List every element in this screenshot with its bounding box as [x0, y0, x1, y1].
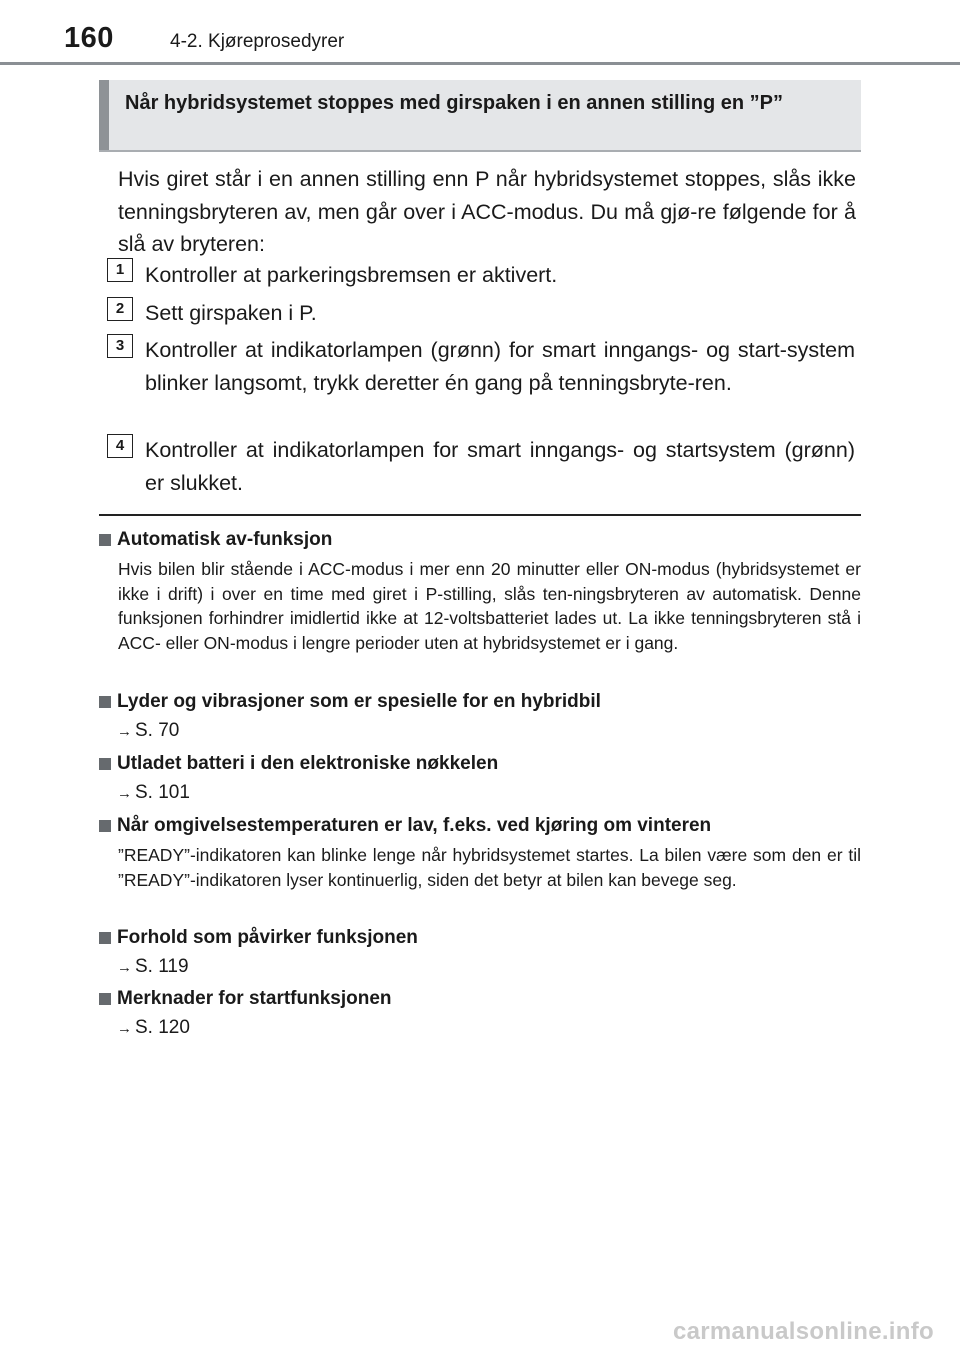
note-title: Når omgivelsestemperaturen er lav, f.eks. ved kjøring om vinteren: [117, 815, 712, 836]
square-bullet-icon: [99, 758, 111, 770]
square-bullet-icon: [99, 696, 111, 708]
page-reference[interactable]: S. 119: [135, 956, 189, 977]
step-text: Kontroller at parkeringsbremsen er aktivert.: [145, 263, 558, 287]
note-start-function: [99, 986, 861, 1042]
note-title: Lyder og vibrasjoner som er spesielle for en hybridbil: [117, 691, 601, 712]
section-heading: Når hybridsystemet stoppes med girspaken i en annen stilling en ”P”: [125, 92, 783, 114]
arrow-icon: →: [117, 785, 132, 802]
section-heading-box: [99, 80, 861, 150]
note-sounds: [99, 689, 861, 745]
square-bullet-icon: [99, 932, 111, 944]
square-bullet-icon: [99, 993, 111, 1005]
note-low-temperature: [99, 813, 861, 892]
note-body: ”READY”-indikatoren kan blinke lenge når hybridsystemet startes. La bilen være som den er til ”READY”-indikatoren lyser kontinuerlig, siden det betyr at bilen kan bevege seg.: [118, 845, 861, 890]
note-title: Merknader for startfunksjonen: [117, 988, 392, 1009]
note-title: Utladet batteri i den elektroniske nøkkelen: [117, 753, 499, 774]
heading-divider: [99, 150, 861, 152]
watermark: carmanualsonline.info: [672, 1318, 934, 1345]
step-text: Kontroller at indikatorlampen (grønn) for smart inngangs- og start-system blinker langsomt, trykk deretter én gang på tenningsbryte-ren.: [145, 338, 855, 395]
step-number-badge: 1: [107, 258, 133, 282]
arrow-icon: →: [117, 723, 132, 740]
section-divider: [99, 514, 861, 516]
step-number-badge: 3: [107, 334, 133, 358]
intro-paragraph: Hvis giret står i en annen stilling enn P når hybridsystemet stoppes, slås ikke tenningsbryteren av, men går over i ACC-modus. Du må gjø-re følgende for å slå av bryteren:: [118, 167, 856, 256]
note-title: Forhold som påvirker funksjonen: [117, 927, 418, 948]
note-title: Automatisk av-funksjon: [117, 529, 333, 550]
note-body: Hvis bilen blir stående i ACC-modus i mer enn 20 minutter eller ON-modus (hybridsystemet er ikke i drift) i over en time med giret i P-stilling, slås ten-ningsbryteren av automatisk. Denne funksjonen forhindrer imidlertid ikke at 12-voltsbatteriet lades ut. La ikke tenningsbryteren stå i ACC- eller ON-modus i lengre perioder uten at hybridsystemet er i gang.: [118, 559, 861, 653]
section-title: 4-2. Kjøreprosedyrer: [170, 31, 345, 52]
square-bullet-icon: [99, 534, 111, 546]
page-number: 160: [64, 22, 114, 54]
step-text: Sett girspaken i P.: [145, 301, 317, 325]
square-bullet-icon: [99, 820, 111, 832]
arrow-icon: →: [117, 959, 132, 976]
note-auto-off: [99, 527, 861, 655]
page-reference[interactable]: S. 70: [135, 720, 180, 741]
step-number-badge: 4: [107, 434, 133, 458]
step-text: Kontroller at indikatorlampen for smart inngangs- og startsystem (grønn) er slukket.: [145, 438, 855, 495]
page-header: [0, 0, 960, 66]
page-reference[interactable]: S. 120: [135, 1017, 190, 1038]
arrow-icon: →: [117, 1020, 132, 1037]
step-number-badge: 2: [107, 297, 133, 321]
header-divider: [0, 62, 960, 65]
page-reference[interactable]: S. 101: [135, 782, 190, 803]
note-battery: [99, 751, 861, 807]
note-conditions: [99, 925, 861, 981]
